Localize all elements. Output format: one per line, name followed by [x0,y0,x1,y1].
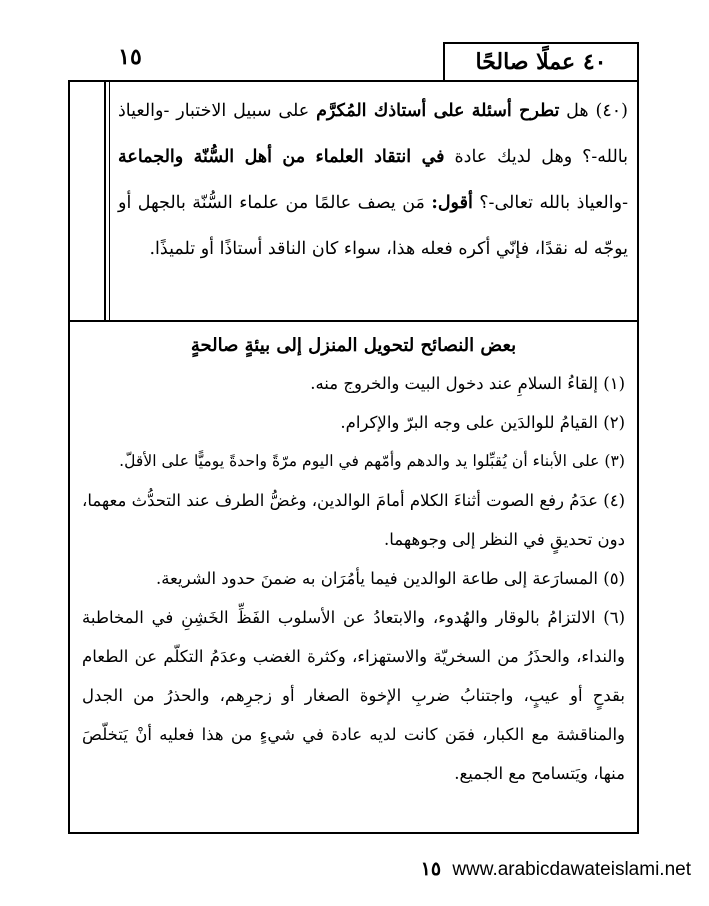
tip-item [82,481,625,559]
book-title: ٤٠ عملًا صالحًا [443,42,639,80]
answer-text: مَن يصف عالمًا من علماء السُّنّة بالجهل أو يوجّه له نقدًا، فإنّي أكره فعله هذا، سواء كان الناقد أستاذًا أو تلميذًا. [118,193,628,259]
margin-divider [106,82,110,320]
tip-number: (٤) [603,491,625,510]
question-text-bold-1: تطرح أسئلة على أستاذك المُكرَّم [316,101,560,121]
tip-text: إلقاءُ السلامِ عند دخول البيت والخروج منه. [310,374,598,393]
tip-number: (٣) [604,452,625,470]
footer-page-number: ١٥ [420,858,442,880]
question-text-bold-2: في انتقاد العلماء من أهل السُّنّة والجماعة [118,147,445,167]
answer-label: أقول: [431,193,473,213]
margin-column [70,82,106,320]
tips-title: بعض النصائح لتحويل المنزل إلى بيئةٍ صالحةٍ [190,335,517,356]
tip-text: الالتزامُ بالوقار والهُدوء، والابتعادُ عن الأسلوب الفَظِّ الخَشِنِ في المخاطبة والنداء، والحذَرُ من السخريّة والاستهزاء، وكثرة الغضب وعدَمُ التكلّم عن الطعام بقدحٍ أو عيبٍ، واجتنابُ ضربِ الإخوة الصغار أو زجرِهم، والحذرُ من الجدل والمناقشة مع الكبار، فمَن كانت لديه عادة في شيءٍ من هذا فعليه أنْ يَتخلّصَ منها، ويَتسامح مع الجميع. [82,608,625,783]
question-text-1: هل [566,101,589,121]
tip-number: (١) [603,374,625,393]
footer [421,858,691,881]
question-text-3: -والعياذ بالله تعالى-؟ [479,193,628,213]
tip-item [82,364,625,403]
question-section [70,82,637,322]
question-text-2: على سبيل الاختبار -والعياذ بالله-؟ وهل لديك عادة [118,101,628,167]
question-number: (٤٠) [595,101,628,121]
tip-text: عدَمُ رفع الصوت أثناءَ الكلام أمامَ الوالدين، وغضُّ الطرف عند التحدُّث معهما، دون تحديقٍ في النظر إلى وجوههما. [82,491,625,549]
tip-text: المسارَعة إلى طاعة الوالدين فيما يأمُرَان به ضمنَ حدود الشريعة. [155,569,598,588]
tip-text: على الأبناء أن يُقبِّلوا يد والدهم وأمّهم في اليوم مرّةً واحدةً يوميًّا على الأقلّ. [119,452,600,470]
footer-website-link[interactable]: www.arabicdawateislami.net [452,859,691,880]
tip-number: (٦) [603,608,626,627]
question-answer [118,88,628,272]
tips-section [82,330,625,793]
tip-number: (٢) [603,413,625,432]
tip-number: (٥) [603,569,625,588]
tip-item [82,403,625,442]
tip-text: القيامُ للوالدَين على وجه البرّ والإكرام. [340,413,598,432]
tip-item [82,559,625,598]
page-frame [68,80,639,834]
tip-item [82,598,625,793]
tip-item [82,442,625,481]
page-number-top: ١٥ [118,44,142,70]
